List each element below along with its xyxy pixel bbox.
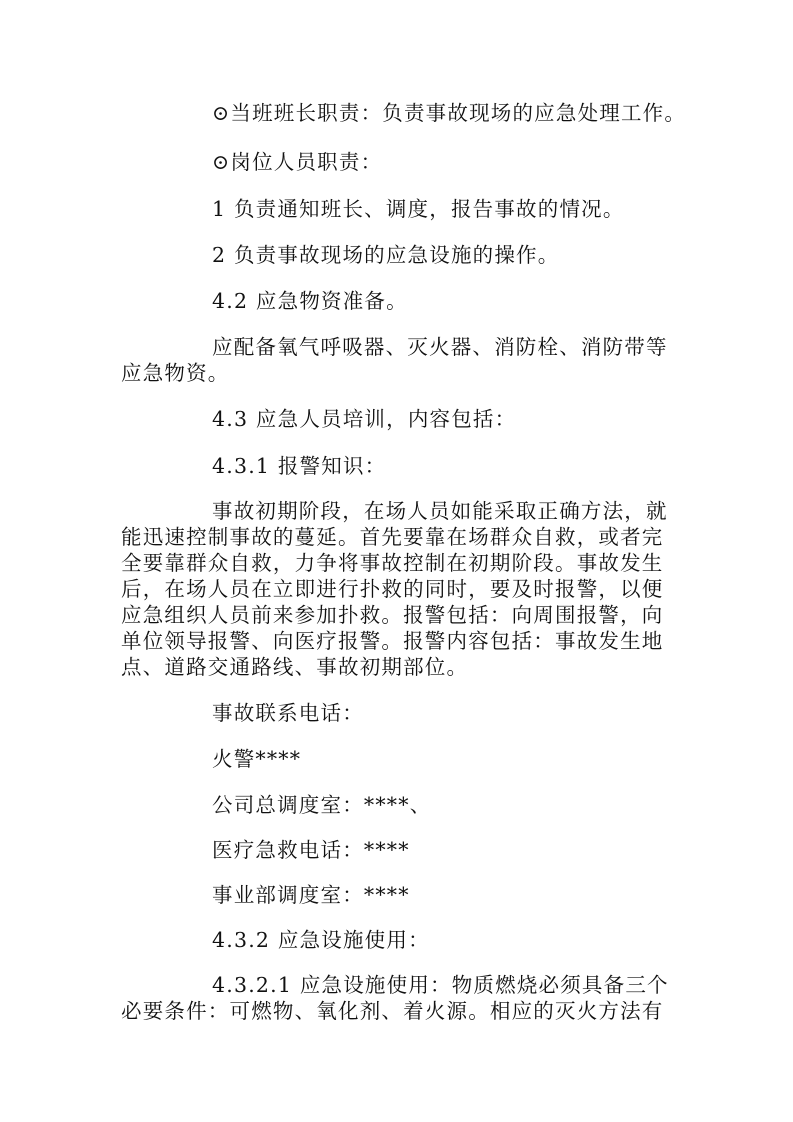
facility-use-paragraph-line-2: 必要条件：可燃物、氧化剂、着火源。相应的灭火方法有 xyxy=(121,999,664,1023)
alarm-paragraph-line-4: 后，在场人员在立即进行扑救的同时，要及时报警，以便 xyxy=(121,577,664,601)
division-dispatch-number: 事业部调度室：**** xyxy=(212,883,410,907)
materials-paragraph-line-1: 应配备氧气呼吸器、灭火器、消防栓、消防带等 xyxy=(212,335,668,359)
alarm-paragraph-line-6: 单位领导报警、向医疗报警。报警内容包括：事故发生地 xyxy=(121,629,664,653)
shift-leader-duty: ⊙当班班长职责：负责事故现场的应急处理工作。 xyxy=(212,101,687,125)
section-4-3-heading: 4.3 应急人员培训，内容包括： xyxy=(212,407,517,431)
fire-alarm-number: 火警**** xyxy=(212,747,302,771)
section-4-2-heading: 4.2 应急物资准备。 xyxy=(212,289,408,313)
company-dispatch-number: 公司总调度室：****、 xyxy=(212,793,432,817)
facility-use-paragraph-line-1: 4.3.2.1 应急设施使用：物质燃烧必须具备三个 xyxy=(212,973,669,997)
alarm-paragraph-line-7: 点、道路交通路线、事故初期部位。 xyxy=(121,655,469,679)
section-4-3-1-heading: 4.3.1 报警知识： xyxy=(212,454,387,478)
alarm-paragraph-line-3: 全要靠群众自救，力争将事故控制在初期阶段。事故发生 xyxy=(121,551,664,575)
duty-item-2: 2 负责事故现场的应急设施的操作。 xyxy=(212,243,560,267)
medical-emergency-number: 医疗急救电话：**** xyxy=(212,838,410,862)
alarm-paragraph-line-5: 应急组织人员前来参加扑救。报警包括：向周围报警，向 xyxy=(121,603,664,627)
alarm-paragraph-line-1: 事故初期阶段，在场人员如能采取正确方法，就 xyxy=(212,499,668,523)
section-4-3-2-heading: 4.3.2 应急设施使用： xyxy=(212,928,430,952)
alarm-paragraph-line-2: 能迅速控制事故的蔓延。首先要靠在场群众自救，或者完 xyxy=(121,525,664,549)
contact-phone-heading: 事故联系电话： xyxy=(212,701,364,725)
post-staff-duty-heading: ⊙岗位人员职责： xyxy=(212,150,383,174)
duty-item-1: 1 负责通知班长、调度，报告事故的情况。 xyxy=(212,197,625,221)
materials-paragraph-line-2: 应急物资。 xyxy=(121,361,230,385)
